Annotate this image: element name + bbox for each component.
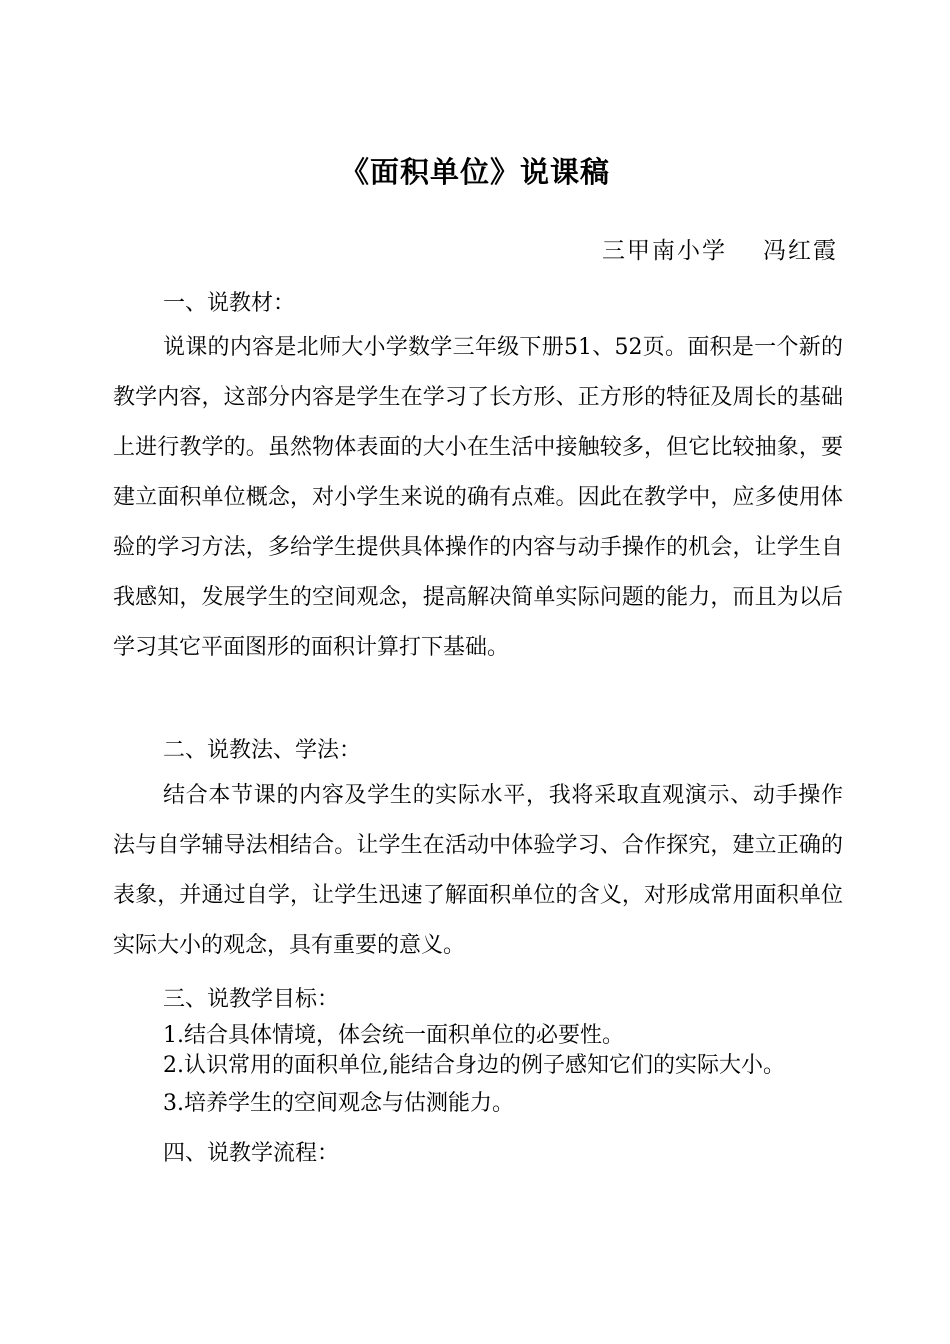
- section-paragraph-1: [113, 323, 843, 673]
- section-heading-2: 二、说教法、学法：: [163, 738, 362, 763]
- list-item: 2.认识常用的面积单位,能结合身边的例子感知它们的实际大小。: [163, 1053, 785, 1078]
- list-item: 3.培养学生的空间观念与估测能力。: [163, 1091, 514, 1116]
- section-heading-1: 一、说教材：: [163, 291, 296, 316]
- author-line: [602, 232, 838, 265]
- page-title: 《面积单位》说课稿: [339, 155, 610, 189]
- author-name: 冯红霞: [763, 238, 838, 264]
- section-heading-4: 四、说教学流程：: [163, 1141, 340, 1166]
- list-item: 1.结合具体情境，体会统一面积单位的必要性。: [163, 1023, 624, 1048]
- paragraph-text: 说课的内容是北师大小学数学三年级下册51、52页。面积是一个新的教学内容，这部分内容是学生在学习了长方形、正方形的特征及周长的基础上进行教学的。虽然物体表面的大小在生活中接触较多，但它比较抽象，要建立面积单位概念，对小学生来说的确有点难。因此在教学中，应多使用体验的学习方法，多给学生提供具体操作的内容与动手操作的机会，让学生自我感知，发展学生的空间观念，提高解决简单实际问题的能力，而且为以后学习其它平面图形的面积计算打下基础。: [113, 335, 843, 660]
- section-heading-3: 三、说教学目标：: [163, 987, 340, 1012]
- author-school: 三甲南小学: [602, 238, 727, 264]
- section-paragraph-2: [113, 771, 843, 971]
- paragraph-text: 结合本节课的内容及学生的实际水平，我将采取直观演示、动手操作法与自学辅导法相结合。让学生在活动中体验学习、合作探究，建立正确的表象，并通过自学，让学生迅速了解面积单位的含义，对形成常用面积单位实际大小的观念，具有重要的意义。: [113, 783, 843, 958]
